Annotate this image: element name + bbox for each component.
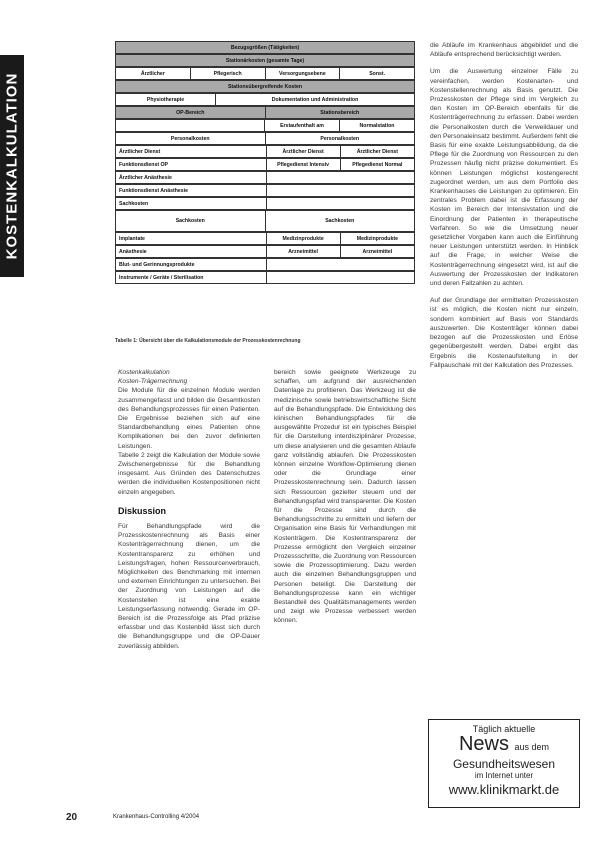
fig-cell — [267, 259, 414, 270]
fig-cell: Sachkosten — [116, 198, 267, 209]
section-heading: Diskussion — [118, 505, 167, 516]
fig-row-3 — [115, 67, 415, 80]
fig-text: Bezugsgrößen (Tätigkeiten) — [230, 44, 300, 51]
section-tab-label: KOSTENKALKULATION — [3, 72, 21, 260]
ad-line: Täglich aktuelle — [472, 724, 536, 734]
fig-cell: Ärztlicher Dienst — [267, 146, 341, 157]
fig-cell: Personalkosten — [116, 133, 266, 144]
subheading: Kostenkalkulation — [118, 369, 170, 376]
fig-cell: Pflegerisch — [191, 68, 266, 79]
subheading: Kosten-Trägerrechnung — [118, 378, 188, 386]
fig-cell: Versorgungsebene — [266, 68, 341, 79]
fig-row-15 — [115, 232, 415, 245]
fig-cell: Ärztlicher — [116, 68, 191, 79]
fig-cell: Anästhesie — [116, 246, 267, 257]
fig-cell: Ärztlicher Dienst — [356, 148, 398, 155]
text-column-right — [430, 41, 578, 370]
paragraph: die Abläufe im Krankenhaus abgebildet und die Abläufe entsprechend berücksichtigt werden. — [430, 42, 578, 59]
fig-cell: Personalkosten — [320, 135, 360, 142]
journal-title: Krankenhaus-Controlling 4/2004 — [113, 814, 200, 820]
fig-cell: Ärztlicher Dienst — [116, 146, 267, 157]
fig-cell: Implantate — [116, 233, 267, 244]
fig-cell: Sachkosten — [116, 211, 266, 231]
fig-cell: Funktionsdienst Anästhesie — [116, 185, 267, 196]
ad-line: im Internet unter — [474, 771, 534, 780]
fig-text: Stationärkosten (gesamte Tage) — [225, 57, 305, 64]
fig-row-8 — [115, 132, 415, 145]
fig-text: Stationsübergreifende Kosten — [227, 83, 303, 90]
fig-row-10 — [115, 158, 415, 171]
fig-cell: Erstaufenthalt am — [265, 120, 340, 131]
fig-cell: Arzneimittel — [362, 248, 393, 255]
fig-row-13 — [115, 197, 415, 210]
fig-row-7 — [115, 119, 415, 132]
text-column-left — [118, 368, 260, 651]
fig-cell: Arzneimittel — [267, 246, 341, 257]
ad-news: News — [458, 733, 509, 755]
paragraph: Die Module für die einzelnen Module werden zusammengefasst und bilden die Gesamtkosten des Behandlungsprozesses für einen Patienten. Die Ergebnisse beziehen sich auf eine Standardbehandlung eines Patienten ohne Komplikationen bei den zuvor definierten Leistungen. — [118, 387, 260, 450]
paragraph: Auf der Grundlage der ermittelten Prozesskosten ist es möglich, die Kosten nicht nur einzeln, sondern kombiniert auf Basis von Standards auszuwerten. Die Kostenträger können dabei bezogen auf die Prozesskosten und Erlöse gegenübergestellt werden. Dabei ergibt das Ergebnis die Kostenaufstellung in der Fallpauschale mit der Kalkulation des Prozesses. — [430, 297, 578, 369]
ad-line: aus dem — [514, 742, 550, 752]
advertisement-box[interactable] — [428, 719, 580, 808]
fig-cell — [267, 185, 414, 196]
fig-cell: Physiotherapie — [116, 94, 216, 105]
fig-cell: Medizinprodukte — [356, 235, 398, 242]
paragraph: Um die Auswertung einzelner Fälle zu vereinfachen, werden Kostenarten- und Kostenstellenrechnung als Basis genutzt. Die Prozesskosten der Pflege sind im Vergleich zu den Kosten im OP-Bereich ebenfalls für die Kostenträgerrechnung zu erfassen. Dabei werden die Personalkosten durch die Verweildauer und den Personaleinsatz bestimmt. Außerdem fehlt die Basis für eine exakte Leistungsabbildung, da die Pflege für die Zuordnung von Ressourcen zu den Prozessen häufig nicht präzise dokumentiert. Es können Leistungen möglichst kostengerecht zugeordnet werden, um aus dem Portfolio des Krankenhauses die Leistungen zu optimieren. Ein zentrales Problem dabei ist die Erfassung der Kosten im Bereich der Intensivstation und die Einordnung der Patienten in therapeutische Verfahren. So wie die Umsetzung neuer gesetzlicher Vorgaben kann auch die Einführung neuer Leistungen unterstützt werden. In Hinblick auf die Frage, in welcher Weise die Kostenträgerrechnung eingesetzt wird, ist auf die Auswertung der Prozesskosten der Indikatoren und deren Fallzahlen zu achten. — [430, 68, 578, 288]
fig-cell — [267, 272, 414, 283]
fig-cell: OP-Bereich — [116, 107, 266, 118]
fig-row-16 — [115, 245, 415, 258]
fig-row-4 — [115, 80, 415, 93]
figure-caption: Tabelle 1: Übersicht über die Kalkulationsmodule der Prozesskostenrechnung — [115, 338, 301, 344]
fig-cell: Blut- und Gerinnungsprodukte — [116, 259, 267, 270]
fig-cell — [267, 198, 414, 209]
fig-row-18 — [115, 271, 415, 284]
fig-cell: Sonst. — [369, 70, 386, 77]
fig-cell: Dokumentation und Administration — [271, 96, 359, 103]
section-tab — [0, 55, 24, 277]
ad-headline — [429, 734, 579, 757]
fig-cell — [116, 120, 265, 131]
fig-cell: Medizinprodukte — [267, 233, 341, 244]
fig-row-5 — [115, 93, 415, 106]
paragraph: Für Behandlungspfade wird die Prozesskostenrechnung als Basis einer Kostenträgerrechnung dienen, um die Kostentransparenz zu erhöhen und Leistungsfragen, hohen Ressourcenverbrauch, Möglichkeiten des Benchmarking mit internen und externen Einrichtungen zu untersuchen. Bei der Zuordnung von Leistungen auf die Kostenstellen ist eine exakte Leistungserfassung notwendig. Gerade im OP-Bereich ist die Prozessfolge als Pfad präzise erfassbar und das Kostenbild lässt sich durch die Behandlungsgruppe und die OP-Dauer zuverlässig abbilden. — [118, 523, 260, 650]
fig-row-17 — [115, 258, 415, 271]
fig-cell: Pflegedienst Intensiv — [267, 159, 341, 170]
ad-url-link[interactable]: www.klinikmarkt.de — [448, 782, 560, 797]
fig-cell: Pflegedienst Normal — [352, 161, 403, 168]
ad-line: Gesundheitswesen — [452, 757, 556, 771]
fig-cell: Instrumente / Geräte / Sterilisation — [116, 272, 267, 283]
fig-row-11 — [115, 171, 415, 184]
fig-cell: Stationsbereich — [320, 109, 360, 116]
paragraph: Tabelle 2 zeigt die Kalkulation der Module sowie Zwischenergebnisse für die Behandlung insgesamt. Aus Gründen des Datenschutzes werden die individuellen Kostenpositionen nicht einzeln angegeben. — [118, 451, 260, 496]
fig-cell — [267, 172, 414, 183]
text-column-middle — [274, 368, 416, 626]
cost-module-figure — [115, 41, 415, 284]
fig-cell: Sachkosten — [325, 218, 355, 224]
fig-cell: Normalstation — [359, 122, 395, 129]
fig-row-12 — [115, 184, 415, 197]
fig-row-1 — [115, 41, 415, 54]
fig-row-14 — [115, 210, 415, 232]
paragraph: bereich sowie geeignete Werkzeuge zu schaffen, um aufgrund der ausreichenden Datenlage zu profitieren. Das Werkzeug ist die medizinische sowie betriebswirtschaftliche Sicht auf die Behandlungspfade. Die Entwicklung des klinischen Behandlungspfades für die ausgewählte Prozedur ist ein typisches Beispiel für die Darstellung interdisziplinärer Prozesse, um diese analysieren und die gesamten Ablaufe ganz vollständig ablaufen. Die Prozesskosten können einzelne Workflow-Optimierung dienen oder die Grundlage einer Prozesskostenrechnung sein. Dadurch lassen sich Ressourcen gezielter steuern und der Behandlungspfad wird transparenter. Die Kosten für die Prozesse sind durch die Behandlungsschritte zu ermitteln und liefern der Organisation eine Basis für Verhandlungen mit Kostenträgern. Die Kostentransparenz der Prozesse ermöglicht den Vergleich einzelner Prozessschritte, die Zuordnung von Ressourcen sowie die Prozessoptimierung. Dazu werden auch die einzelnen Behandlungsgruppen und Personen beteiligt. Die Darstellung der Behandlungsprozesse kann ein wichtiger Bestandteil des Qualitätsmanagements werden und zeigt wie Prozesse verbessert werden können. — [274, 369, 416, 625]
fig-cell: Ärztlicher Anästhesie — [116, 172, 267, 183]
fig-row-9 — [115, 145, 415, 158]
fig-row-2 — [115, 54, 415, 67]
fig-cell: Funktionsdienst OP — [116, 159, 267, 170]
page-number: 20 — [66, 812, 78, 823]
fig-row-6 — [115, 106, 415, 119]
